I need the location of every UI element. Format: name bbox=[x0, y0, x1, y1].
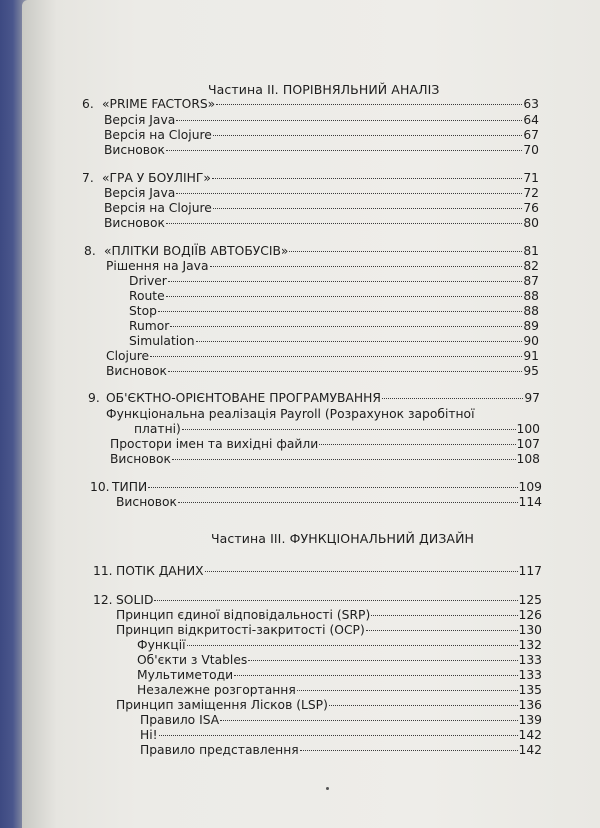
page-number: 72 bbox=[523, 186, 539, 200]
toc-entry bbox=[104, 215, 539, 231]
dot-leader bbox=[213, 208, 522, 209]
page-number: 76 bbox=[523, 201, 539, 215]
entry-title: Простори імен та вихідні файли bbox=[110, 437, 319, 451]
toc-entry bbox=[110, 436, 540, 452]
entry-title: Мультиметоди bbox=[137, 668, 234, 682]
toc-entry bbox=[137, 682, 542, 698]
dot-leader bbox=[178, 502, 518, 503]
chapter-number: 6. bbox=[82, 97, 94, 111]
entry-title: Рішення на Java bbox=[106, 259, 209, 273]
toc-entry bbox=[102, 96, 539, 112]
dot-leader bbox=[154, 600, 517, 601]
toc-entry bbox=[129, 318, 539, 334]
page-number: 142 bbox=[518, 743, 542, 757]
dot-leader bbox=[297, 690, 518, 691]
dot-leader bbox=[166, 150, 522, 151]
dot-leader bbox=[166, 223, 522, 224]
entry-title: Rumor bbox=[129, 319, 170, 333]
entry-title: «ГРА У БОУЛІНГ» bbox=[102, 171, 211, 185]
toc-entry bbox=[116, 592, 542, 608]
page-number: 82 bbox=[523, 259, 539, 273]
dot-leader bbox=[187, 645, 518, 646]
page-number: 132 bbox=[518, 638, 542, 652]
dot-leader bbox=[248, 660, 517, 661]
dot-leader bbox=[168, 371, 522, 372]
page-number: 133 bbox=[518, 668, 542, 682]
page-number: 100 bbox=[516, 422, 540, 436]
toc-entry bbox=[140, 727, 542, 743]
page-number: 117 bbox=[518, 564, 542, 578]
page-number: 80 bbox=[523, 216, 539, 230]
chapter-number: 10. bbox=[90, 480, 110, 494]
page-number: 114 bbox=[518, 495, 542, 509]
toc-entry bbox=[104, 243, 539, 259]
page-number: 95 bbox=[523, 364, 539, 378]
entry-title: Висновок bbox=[116, 495, 177, 509]
page-number: 125 bbox=[518, 593, 542, 607]
dot-leader bbox=[289, 251, 522, 252]
dot-leader bbox=[176, 193, 522, 194]
dot-leader bbox=[158, 311, 522, 312]
dot-leader bbox=[220, 720, 517, 721]
page-number: 87 bbox=[523, 274, 539, 288]
toc-entry bbox=[116, 622, 542, 638]
entry-title: Правило представлення bbox=[140, 743, 299, 757]
page-number: 70 bbox=[523, 143, 539, 157]
entry-title: «ПЛІТКИ ВОДІЇВ АВТОБУСІВ» bbox=[104, 244, 289, 258]
entry-title: Версія Java bbox=[104, 186, 176, 200]
toc-entry bbox=[116, 607, 542, 623]
dot-leader bbox=[319, 444, 515, 445]
entry-title: Версія на Clojure bbox=[104, 201, 212, 215]
toc-entry bbox=[106, 258, 539, 274]
dot-leader bbox=[148, 487, 517, 488]
entry-title: Версія на Clojure bbox=[104, 128, 212, 142]
dot-leader bbox=[382, 398, 523, 399]
toc-entry bbox=[104, 127, 539, 143]
entry-title: Висновок bbox=[104, 216, 165, 230]
toc-entry bbox=[140, 742, 542, 758]
toc-entry bbox=[104, 200, 539, 216]
entry-title: Принцип єдиної відповідальності (SRP) bbox=[116, 608, 371, 622]
entry-title: «PRIME FACTORS» bbox=[102, 97, 216, 111]
entry-title: Принцип відкритості-закритості (OCP) bbox=[116, 623, 365, 637]
dot-leader bbox=[210, 266, 523, 267]
toc-entry bbox=[106, 348, 539, 364]
toc-entry bbox=[116, 697, 542, 713]
chapter-number: 11. bbox=[93, 564, 113, 578]
page-number: 88 bbox=[523, 289, 539, 303]
entry-title: ПОТІК ДАНИХ bbox=[116, 564, 204, 578]
page-number: 64 bbox=[523, 113, 539, 127]
toc-entry bbox=[110, 451, 540, 467]
page-number: 97 bbox=[524, 391, 540, 405]
chapter-number: 8. bbox=[84, 244, 96, 258]
dot-leader bbox=[234, 675, 517, 676]
page-speck bbox=[326, 787, 329, 790]
toc-entry bbox=[137, 637, 542, 653]
toc-entry bbox=[106, 363, 539, 379]
dot-leader bbox=[205, 571, 518, 572]
dot-leader bbox=[329, 705, 518, 706]
entry-title: Stop bbox=[129, 304, 157, 318]
page-number: 133 bbox=[518, 653, 542, 667]
entry-title: ТИПИ bbox=[112, 480, 148, 494]
entry-title: Висновок bbox=[104, 143, 165, 157]
dot-leader bbox=[166, 296, 523, 297]
toc-entry bbox=[137, 652, 542, 668]
page-number: 135 bbox=[518, 683, 542, 697]
entry-title: Ні! bbox=[140, 728, 158, 742]
entry-title: Версія Java bbox=[104, 113, 176, 127]
entry-title: Висновок bbox=[106, 364, 167, 378]
dot-leader bbox=[300, 750, 518, 751]
dot-leader bbox=[172, 459, 516, 460]
toc-entry bbox=[129, 288, 539, 304]
page-number: 71 bbox=[523, 171, 539, 185]
entry-title: Правило ISA bbox=[140, 713, 220, 727]
entry-title: SOLID bbox=[116, 593, 154, 607]
chapter-number: 12. bbox=[93, 593, 113, 607]
page-number: 107 bbox=[516, 437, 540, 451]
page-number: 90 bbox=[523, 334, 539, 348]
toc-entry-multiline bbox=[106, 406, 540, 422]
toc-entry bbox=[129, 303, 539, 319]
dot-leader bbox=[366, 630, 518, 631]
part-heading: Частина II. ПОРІВНЯЛЬНИЙ АНАЛІЗ bbox=[208, 82, 440, 97]
page-number: 126 bbox=[518, 608, 542, 622]
entry-title: Driver bbox=[129, 274, 167, 288]
toc-entry bbox=[129, 333, 539, 349]
toc-entry bbox=[106, 390, 540, 406]
part-heading: Частина III. ФУНКЦІОНАЛЬНИЙ ДИЗАЙН bbox=[211, 531, 475, 546]
dot-leader bbox=[159, 735, 518, 736]
entry-title: Функції bbox=[137, 638, 186, 652]
page-number: 81 bbox=[523, 244, 539, 258]
entry-title: Route bbox=[129, 289, 165, 303]
page-number: 108 bbox=[516, 452, 540, 466]
toc-entry bbox=[104, 112, 539, 128]
toc-entry bbox=[102, 170, 539, 186]
toc-entry-continuation bbox=[134, 421, 540, 437]
dot-leader bbox=[176, 120, 522, 121]
dot-leader bbox=[216, 104, 522, 105]
toc-entry bbox=[112, 479, 542, 495]
entry-title: Об'єкти з Vtables bbox=[137, 653, 248, 667]
entry-title: Незалежне розгортання bbox=[137, 683, 296, 697]
page-number: 130 bbox=[518, 623, 542, 637]
page-number: 136 bbox=[518, 698, 542, 712]
toc-entry bbox=[104, 185, 539, 201]
page-number: 89 bbox=[523, 319, 539, 333]
dot-leader bbox=[196, 341, 523, 342]
toc-entry bbox=[129, 273, 539, 289]
page-number: 139 bbox=[518, 713, 542, 727]
entry-title: Функціональна реалізація Payroll (Розрахунок заробітної bbox=[106, 407, 475, 421]
entry-title: Simulation bbox=[129, 334, 195, 348]
page-number: 142 bbox=[518, 728, 542, 742]
dot-leader bbox=[170, 326, 522, 327]
chapter-number: 7. bbox=[82, 171, 94, 185]
entry-title: ОБ'ЄКТНО-ОРІЄНТОВАНЕ ПРОГРАМУВАННЯ bbox=[106, 391, 381, 405]
dot-leader bbox=[150, 356, 522, 357]
entry-title: Clojure bbox=[106, 349, 150, 363]
dot-leader bbox=[371, 615, 517, 616]
toc-entry bbox=[140, 712, 542, 728]
page-number: 88 bbox=[523, 304, 539, 318]
chapter-number: 9. bbox=[88, 391, 100, 405]
dot-leader bbox=[168, 281, 523, 282]
dot-leader bbox=[212, 178, 522, 179]
toc-entry bbox=[116, 494, 542, 510]
page-number: 63 bbox=[523, 97, 539, 111]
entry-title: Принцип заміщення Лісков (LSP) bbox=[116, 698, 328, 712]
toc-entry bbox=[137, 667, 542, 683]
page-number: 67 bbox=[523, 128, 539, 142]
page-number: 109 bbox=[518, 480, 542, 494]
toc-entry bbox=[104, 142, 539, 158]
entry-title-continuation: платні) bbox=[134, 422, 181, 436]
dot-leader bbox=[213, 135, 522, 136]
toc-entry bbox=[116, 563, 542, 579]
page-number: 91 bbox=[523, 349, 539, 363]
dot-leader bbox=[182, 429, 516, 430]
entry-title: Висновок bbox=[110, 452, 171, 466]
